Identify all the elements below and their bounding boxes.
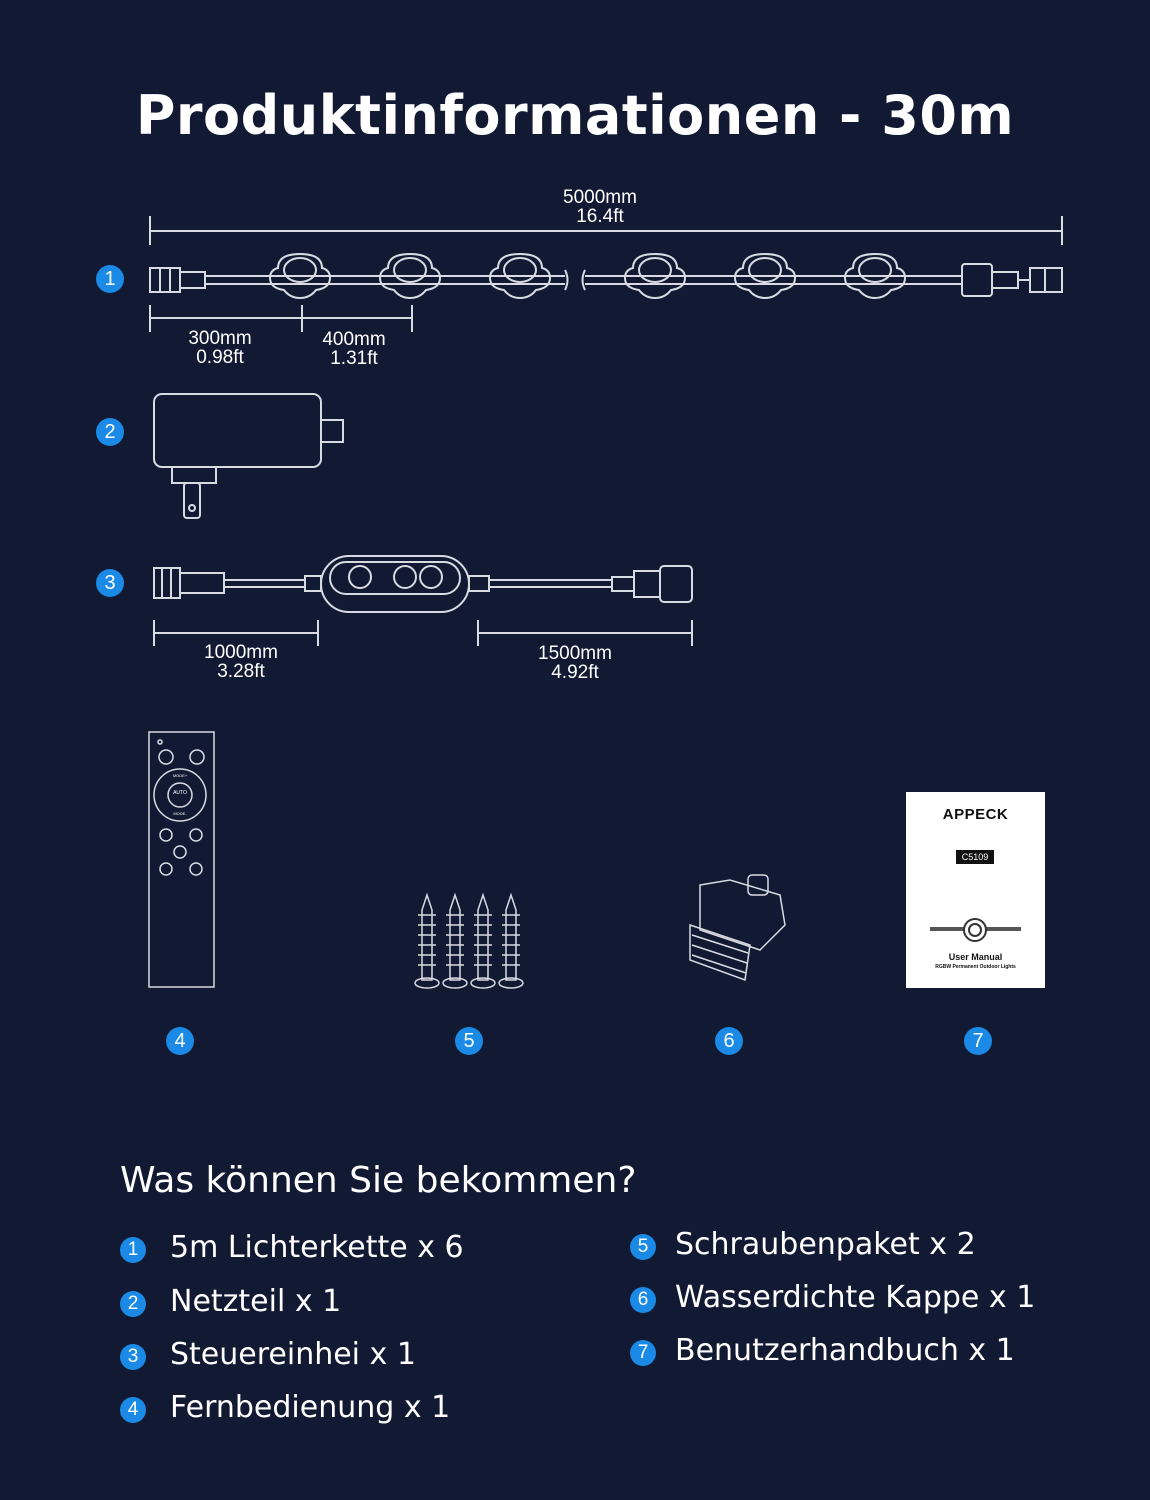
dimension-mm: 1000mm — [204, 642, 278, 663]
list-item: Wasserdichte Kappe x 1 — [675, 1280, 1036, 1315]
waterproof-cap-drawing — [690, 875, 785, 980]
dimension-ft: 16.4ft — [576, 206, 624, 227]
dimension-label-spacing — [304, 330, 404, 368]
controller-drawing — [154, 556, 692, 612]
list-badge: 4 — [120, 1397, 146, 1423]
screws-drawing — [415, 895, 523, 988]
list-badge: 5 — [630, 1234, 656, 1260]
dimension-label-controller-right — [520, 644, 630, 682]
list-badge: 6 — [630, 1287, 656, 1313]
dimension-mm: 1500mm — [538, 643, 612, 664]
user-manual-image — [906, 792, 1045, 988]
dimension-mm: 5000mm — [563, 187, 637, 208]
list-item: 5m Lichterkette x 6 — [170, 1230, 464, 1265]
dimension-ft: 4.92ft — [551, 662, 599, 683]
remote-control-drawing — [149, 732, 214, 987]
list-item: Steuereinhei x 1 — [170, 1337, 416, 1372]
item-badge: 5 — [455, 1027, 483, 1055]
list-item: Schraubenpaket x 2 — [675, 1227, 976, 1262]
list-badge: 3 — [120, 1344, 146, 1370]
manual-subtitle: RGBW Permanent Outdoor Lights — [935, 964, 1016, 970]
dimension-label-controller-left — [186, 643, 296, 681]
remote-mode-down-label: MODE- — [173, 811, 187, 816]
list-badge: 2 — [120, 1291, 146, 1317]
item-badge: 7 — [964, 1027, 992, 1055]
item-badge: 6 — [715, 1027, 743, 1055]
manual-title: User Manual — [948, 952, 1003, 962]
page-title: Produktinformationen - 30m — [135, 84, 1015, 147]
light-string-drawing — [150, 254, 1062, 298]
manual-model: C5109 — [956, 850, 994, 864]
list-item: Fernbedienung x 1 — [170, 1390, 451, 1425]
manual-brand: APPECK — [942, 806, 1009, 823]
dimension-mm: 300mm — [188, 328, 252, 349]
dimension-label-first — [170, 329, 270, 367]
list-badge: 1 — [120, 1237, 146, 1263]
remote-auto-label: AUTO — [173, 790, 187, 796]
list-item: Netzteil x 1 — [170, 1284, 342, 1319]
contents-heading: Was können Sie bekommen? — [120, 1160, 637, 1201]
item-badge: 1 — [96, 265, 124, 293]
item-badge: 4 — [166, 1027, 194, 1055]
item-badge: 3 — [96, 569, 124, 597]
item-badge: 2 — [96, 418, 124, 446]
list-badge: 7 — [630, 1340, 656, 1366]
dimension-mm: 400mm — [322, 329, 386, 350]
dimension-ft: 1.31ft — [330, 348, 378, 369]
power-adapter-drawing — [154, 394, 343, 518]
list-item: Benutzerhandbuch x 1 — [675, 1333, 1015, 1368]
dimension-ft: 0.98ft — [196, 347, 244, 368]
dimension-label-total — [540, 188, 660, 226]
remote-mode-up-label: MODE+ — [172, 773, 188, 778]
dimension-ft: 3.28ft — [217, 661, 265, 682]
